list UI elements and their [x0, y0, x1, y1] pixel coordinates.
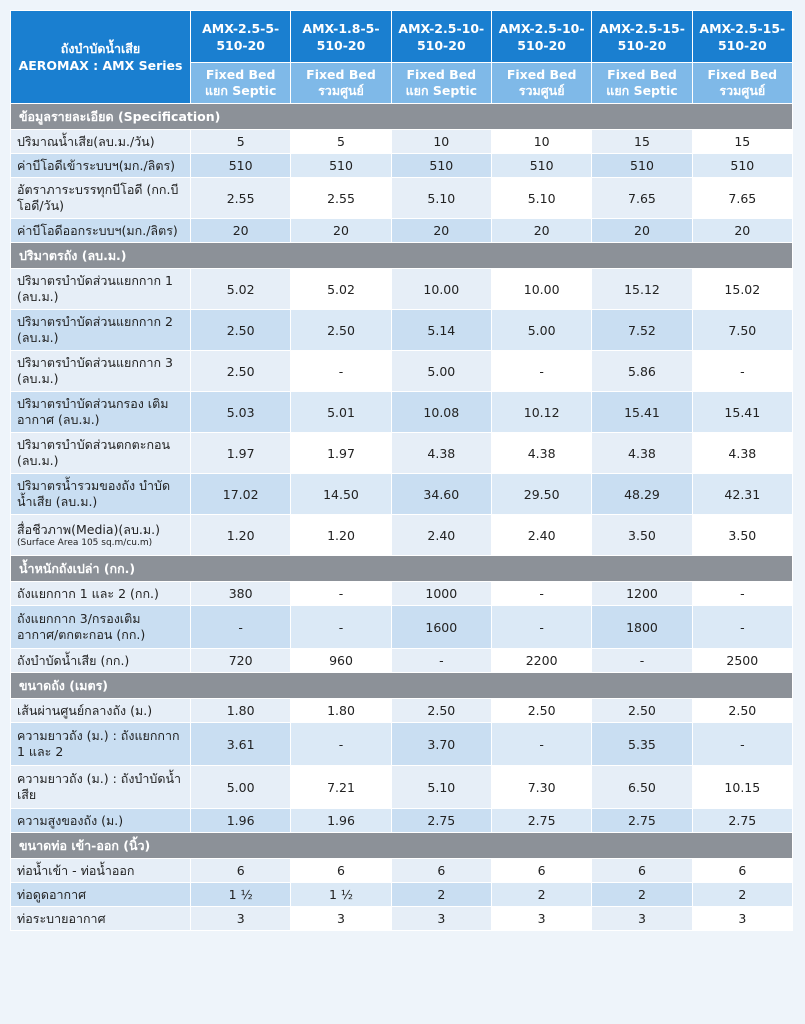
table-row — [11, 907, 793, 931]
cell-value: 3.61 — [191, 723, 291, 766]
cell-value: 15.12 — [592, 269, 692, 310]
row-label — [11, 310, 191, 351]
cell-value: 380 — [191, 582, 291, 606]
cell-value: 1.97 — [191, 433, 291, 474]
cell-value: 20 — [191, 219, 291, 243]
model-type-line2: แยก Septic — [405, 83, 478, 98]
cell-value: 2.50 — [191, 351, 291, 392]
cell-value: 15.41 — [692, 392, 792, 433]
row-label-text: ค่าบีโอดีออกระบบฯ(มก./ลิตร) — [17, 222, 178, 238]
model-type-line1: Fixed Bed — [707, 67, 778, 82]
cell-value: 2.50 — [491, 699, 591, 723]
cell-value: 1.20 — [191, 515, 291, 556]
cell-value: 2.50 — [391, 699, 491, 723]
cell-value: 3 — [491, 907, 591, 931]
cell-value: 10.00 — [391, 269, 491, 310]
cell-value: 2 — [692, 883, 792, 907]
table-row — [11, 883, 793, 907]
cell-value: 2.40 — [391, 515, 491, 556]
row-label-text: ถังแยกกาก 3/กรองเติม อากาศ/ตกตะกอน (กก.) — [17, 611, 146, 642]
cell-value: 29.50 — [491, 474, 591, 515]
model-name: AMX-2.5-15-510-20 — [592, 11, 692, 63]
cell-value: 5 — [191, 130, 291, 154]
row-label — [11, 649, 191, 673]
cell-value: 42.31 — [692, 474, 792, 515]
row-label-text: ปริมาตรบำบัดส่วนแยกกาก 3 (ลบ.ม.) — [17, 355, 173, 386]
row-label — [11, 859, 191, 883]
row-label — [11, 178, 191, 219]
cell-value: - — [491, 582, 591, 606]
cell-value: 5.00 — [391, 351, 491, 392]
cell-value: 1.20 — [291, 515, 391, 556]
cell-value: - — [592, 649, 692, 673]
model-type — [692, 63, 792, 104]
cell-value: - — [291, 582, 391, 606]
cell-value: 3 — [391, 907, 491, 931]
cell-value: - — [692, 351, 792, 392]
cell-value: 5.14 — [391, 310, 491, 351]
row-label — [11, 269, 191, 310]
cell-value: 3 — [191, 907, 291, 931]
cell-value: 2 — [592, 883, 692, 907]
cell-value: 2.75 — [491, 809, 591, 833]
table-row — [11, 154, 793, 178]
cell-value: 7.30 — [491, 766, 591, 809]
model-type-line2: แยก Septic — [204, 83, 277, 98]
cell-value: - — [692, 723, 792, 766]
cell-value: 17.02 — [191, 474, 291, 515]
model-type-line1: Fixed Bed — [406, 67, 477, 82]
table-row — [11, 310, 793, 351]
cell-value: - — [692, 582, 792, 606]
cell-value: 5.35 — [592, 723, 692, 766]
row-label — [11, 351, 191, 392]
model-type — [491, 63, 591, 104]
cell-value: 4.38 — [391, 433, 491, 474]
model-type — [592, 63, 692, 104]
spec-table — [10, 10, 793, 931]
cell-value: 5.00 — [491, 310, 591, 351]
model-type-line1: Fixed Bed — [205, 67, 276, 82]
cell-value: 1 ½ — [191, 883, 291, 907]
cell-value: 10.12 — [491, 392, 591, 433]
cell-value: 2.50 — [291, 310, 391, 351]
cell-value: 1.96 — [291, 809, 391, 833]
table-title-line2: AEROMAX : AMX Series — [18, 58, 183, 73]
cell-value: 7.52 — [592, 310, 692, 351]
table-row — [11, 178, 793, 219]
cell-value: 20 — [291, 219, 391, 243]
row-label-text: ปริมาตรบำบัดส่วนแยกกาก 1 (ลบ.ม.) — [17, 273, 173, 304]
row-label-text: ถังบำบัดน้ำเสีย (กก.) — [17, 652, 130, 668]
cell-value: 720 — [191, 649, 291, 673]
cell-value: - — [191, 606, 291, 649]
cell-value: 960 — [291, 649, 391, 673]
table-row — [11, 766, 793, 809]
cell-value: - — [291, 351, 391, 392]
row-label — [11, 130, 191, 154]
cell-value: 2.55 — [191, 178, 291, 219]
cell-value: 3 — [291, 907, 391, 931]
table-row — [11, 699, 793, 723]
cell-value: 3 — [692, 907, 792, 931]
cell-value: 6.50 — [592, 766, 692, 809]
row-label-text: เส้นผ่านศูนย์กลางถัง (ม.) — [17, 702, 153, 718]
cell-value: 2.50 — [692, 699, 792, 723]
cell-value: 48.29 — [592, 474, 692, 515]
model-type-line2: รวมศูนย์ — [318, 83, 364, 98]
table-row — [11, 392, 793, 433]
table-row — [11, 219, 793, 243]
model-header-row — [11, 11, 793, 63]
cell-value: 510 — [692, 154, 792, 178]
model-type-line2: รวมศูนย์ — [518, 83, 565, 98]
cell-value: 15.41 — [592, 392, 692, 433]
row-label-text: ท่อน้ำเข้า - ท่อน้ำออก — [17, 862, 135, 878]
cell-value: 2.50 — [191, 310, 291, 351]
table-row — [11, 606, 793, 649]
model-type-line2: รวมศูนย์ — [719, 83, 766, 98]
cell-value: - — [491, 351, 591, 392]
row-label — [11, 907, 191, 931]
cell-value: 5.10 — [391, 178, 491, 219]
cell-value: 10.00 — [491, 269, 591, 310]
table-row — [11, 474, 793, 515]
cell-value: 510 — [491, 154, 591, 178]
model-name: AMX-1.8-5-510-20 — [291, 11, 391, 63]
section-title: ข้อมูลรายละเอียด (Specification) — [11, 104, 793, 130]
cell-value: 6 — [191, 859, 291, 883]
section-title: น้ำหนักถังเปล่า (กก.) — [11, 556, 793, 582]
cell-value: 1.80 — [191, 699, 291, 723]
table-row — [11, 859, 793, 883]
section-header — [11, 243, 793, 269]
cell-value: - — [291, 606, 391, 649]
cell-value: 5 — [291, 130, 391, 154]
row-label-text: ค่าบีโอดีเข้าระบบฯ(มก./ลิตร) — [17, 157, 176, 173]
cell-value: 4.38 — [592, 433, 692, 474]
row-label-text: ปริมาณน้ำเสีย(ลบ.ม./วัน) — [17, 133, 155, 149]
cell-value: 14.50 — [291, 474, 391, 515]
cell-value: 3.70 — [391, 723, 491, 766]
table-row — [11, 723, 793, 766]
cell-value: 20 — [391, 219, 491, 243]
model-name: AMX-2.5-5-510-20 — [191, 11, 291, 63]
cell-value: 1000 — [391, 582, 491, 606]
row-label-text: ปริมาตรบำบัดส่วนกรอง เติมอากาศ (ลบ.ม.) — [17, 396, 169, 427]
model-name: AMX-2.5-10-510-20 — [391, 11, 491, 63]
row-label-note: (Surface Area 105 sq.m/cu.m) — [17, 537, 153, 548]
cell-value: - — [491, 606, 591, 649]
cell-value: 2200 — [491, 649, 591, 673]
cell-value: 2.75 — [592, 809, 692, 833]
cell-value: 3.50 — [692, 515, 792, 556]
cell-value: 1.80 — [291, 699, 391, 723]
cell-value: 6 — [692, 859, 792, 883]
cell-value: 20 — [491, 219, 591, 243]
row-label — [11, 392, 191, 433]
table-row — [11, 649, 793, 673]
row-label — [11, 606, 191, 649]
spec-body — [11, 104, 793, 931]
table-row — [11, 809, 793, 833]
row-label — [11, 154, 191, 178]
model-name: AMX-2.5-10-510-20 — [491, 11, 591, 63]
cell-value: 2.75 — [391, 809, 491, 833]
cell-value: - — [391, 649, 491, 673]
model-type-line1: Fixed Bed — [306, 67, 376, 82]
cell-value: 5.02 — [191, 269, 291, 310]
cell-value: 20 — [692, 219, 792, 243]
cell-value: 510 — [592, 154, 692, 178]
cell-value: 6 — [391, 859, 491, 883]
table-row — [11, 269, 793, 310]
row-label-text: อัตราภาระบรรทุกบีโอดี (กก.บีโอดี/วัน) — [17, 182, 179, 213]
cell-value: 15.02 — [692, 269, 792, 310]
row-label — [11, 809, 191, 833]
section-title: ขนาดถัง (เมตร) — [11, 673, 793, 699]
cell-value: - — [291, 723, 391, 766]
section-header — [11, 833, 793, 859]
cell-value: 10 — [491, 130, 591, 154]
cell-value: 510 — [391, 154, 491, 178]
cell-value: 1.97 — [291, 433, 391, 474]
row-label — [11, 515, 191, 556]
row-label-text: สื่อชีวภาพ(Media)(ลบ.ม.) — [17, 521, 160, 537]
table-row — [11, 351, 793, 392]
cell-value: 20 — [592, 219, 692, 243]
section-title: ปริมาตรถัง (ลบ.ม.) — [11, 243, 793, 269]
cell-value: 7.21 — [291, 766, 391, 809]
cell-value: 6 — [592, 859, 692, 883]
cell-value: - — [491, 723, 591, 766]
model-type — [191, 63, 291, 104]
cell-value: 510 — [291, 154, 391, 178]
row-label — [11, 474, 191, 515]
table-row — [11, 582, 793, 606]
cell-value: 6 — [491, 859, 591, 883]
cell-value: 6 — [291, 859, 391, 883]
row-label-text: ปริมาตรบำบัดส่วนแยกกาก 2 (ลบ.ม.) — [17, 314, 173, 345]
cell-value: 10.15 — [692, 766, 792, 809]
cell-value: 15 — [692, 130, 792, 154]
row-label — [11, 723, 191, 766]
row-label — [11, 883, 191, 907]
row-label-text: ถังแยกกาก 1 และ 2 (กก.) — [17, 585, 159, 601]
cell-value: 2.40 — [491, 515, 591, 556]
cell-value: 7.50 — [692, 310, 792, 351]
cell-value: 5.02 — [291, 269, 391, 310]
row-label-text: ท่อดูดอากาศ — [17, 886, 87, 902]
cell-value: 1200 — [592, 582, 692, 606]
cell-value: 5.03 — [191, 392, 291, 433]
cell-value: 2 — [491, 883, 591, 907]
table-title-line1: ถังบำบัดน้ำเสีย — [60, 41, 141, 56]
row-label — [11, 433, 191, 474]
section-title: ขนาดท่อ เข้า-ออก (นิ้ว) — [11, 833, 793, 859]
row-label-text: ความยาวถัง (ม.) : ถังบำบัดน้ำเสีย — [17, 771, 182, 802]
cell-value: 3.50 — [592, 515, 692, 556]
cell-value: 34.60 — [391, 474, 491, 515]
cell-value: 5.00 — [191, 766, 291, 809]
row-label — [11, 582, 191, 606]
cell-value: 1.96 — [191, 809, 291, 833]
cell-value: 15 — [592, 130, 692, 154]
cell-value: 10 — [391, 130, 491, 154]
model-type-line1: Fixed Bed — [607, 67, 677, 82]
table-row — [11, 130, 793, 154]
cell-value: 5.10 — [391, 766, 491, 809]
cell-value: 4.38 — [491, 433, 591, 474]
cell-value: 5.10 — [491, 178, 591, 219]
row-label — [11, 219, 191, 243]
cell-value: 2.50 — [592, 699, 692, 723]
cell-value: 510 — [191, 154, 291, 178]
section-header — [11, 673, 793, 699]
model-type-line1: Fixed Bed — [506, 67, 577, 82]
cell-value: 1600 — [391, 606, 491, 649]
model-type-line2: แยก Septic — [606, 83, 678, 98]
cell-value: 7.65 — [692, 178, 792, 219]
section-header — [11, 104, 793, 130]
table-title — [11, 11, 191, 104]
row-label — [11, 699, 191, 723]
cell-value: 7.65 — [592, 178, 692, 219]
cell-value: 2.75 — [692, 809, 792, 833]
cell-value: 1 ½ — [291, 883, 391, 907]
cell-value: 5.86 — [592, 351, 692, 392]
model-type — [291, 63, 391, 104]
row-label-text: ปริมาตรน้ำรวมของถัง บำบัดน้ำเสีย (ลบ.ม.) — [17, 478, 171, 509]
table-row — [11, 515, 793, 556]
model-name: AMX-2.5-15-510-20 — [692, 11, 792, 63]
cell-value: 4.38 — [692, 433, 792, 474]
cell-value: 3 — [592, 907, 692, 931]
row-label-text: ท่อระบายอากาศ — [17, 910, 106, 926]
cell-value: 2 — [391, 883, 491, 907]
cell-value: 2.55 — [291, 178, 391, 219]
model-type — [391, 63, 491, 104]
row-label — [11, 766, 191, 809]
cell-value: 5.01 — [291, 392, 391, 433]
cell-value: - — [692, 606, 792, 649]
cell-value: 10.08 — [391, 392, 491, 433]
row-label-text: ความสูงของถัง (ม.) — [17, 812, 124, 828]
row-label-text: ปริมาตรบำบัดส่วนตกตะกอน (ลบ.ม.) — [17, 437, 171, 468]
cell-value: 1800 — [592, 606, 692, 649]
table-row — [11, 433, 793, 474]
cell-value: 2500 — [692, 649, 792, 673]
row-label-text: ความยาวถัง (ม.) : ถังแยกกาก 1 และ 2 — [17, 728, 180, 759]
section-header — [11, 556, 793, 582]
